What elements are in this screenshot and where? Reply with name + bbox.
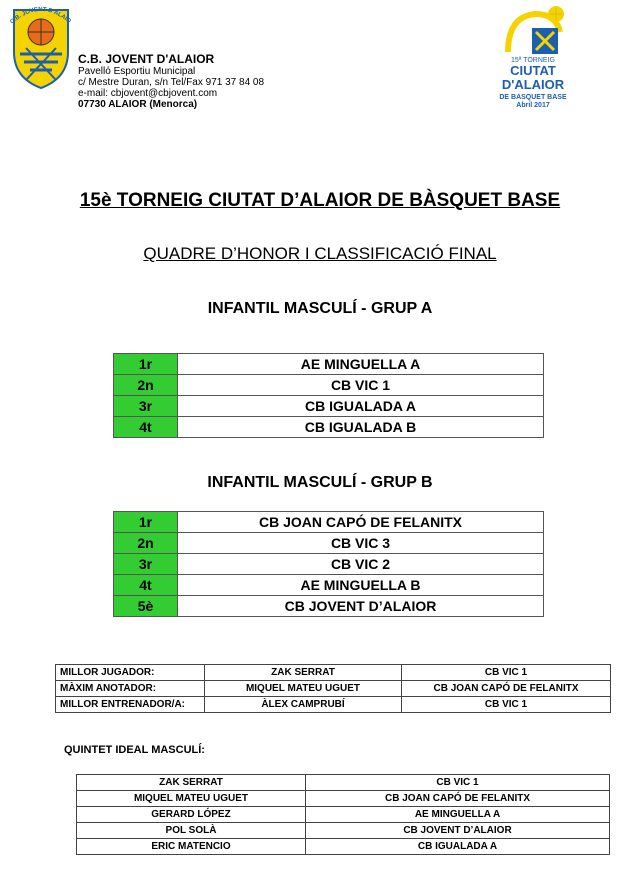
logo-line-2: CIUTAT D'ALAIOR xyxy=(501,63,565,92)
table-row xyxy=(114,533,544,554)
table-row xyxy=(77,823,610,839)
club-logo xyxy=(8,4,74,90)
address-line-1: Pavelló Esportiu Municipal xyxy=(78,66,196,77)
team-cell: CB JOAN CAPÓ DE FELANITX xyxy=(306,791,610,807)
player-cell: POL SOLÀ xyxy=(77,823,306,839)
player-cell: MIQUEL MATEU UGUET xyxy=(205,681,402,697)
address-line-2: c/ Mestre Duran, s/n Tel/Fax 971 37 84 08 xyxy=(78,77,265,88)
player-cell: ZAK SERRAT xyxy=(77,775,306,791)
table-row xyxy=(77,807,610,823)
quintet-label: QUINTET IDEAL MASCULÍ: xyxy=(64,744,205,756)
team-cell: CB VIC 1 xyxy=(178,375,544,396)
team-cell: CB VIC 1 xyxy=(402,697,611,713)
table-row xyxy=(56,665,611,681)
table-row xyxy=(114,554,544,575)
position-cell: 2n xyxy=(114,533,178,554)
table-row xyxy=(56,681,611,697)
position-cell: 3r xyxy=(114,396,178,417)
group-a-ranking-table xyxy=(113,353,544,438)
page-title: 15è TORNEIG CIUTAT D’ALAIOR DE BÀSQUET BASE xyxy=(79,190,561,211)
page-subtitle: QUADRE D’HONOR I CLASSIFICACIÓ FINAL xyxy=(143,244,497,263)
team-cell: CB IGUALADA A xyxy=(178,396,544,417)
table-row xyxy=(77,775,610,791)
team-cell: CB JOAN CAPÓ DE FELANITX xyxy=(178,512,544,533)
player-cell: MIQUEL MATEU UGUET xyxy=(77,791,306,807)
group-b-ranking-table xyxy=(113,511,544,617)
city-line: 07730 ALAIOR (Menorca) xyxy=(78,99,198,110)
quintet-table xyxy=(76,774,610,855)
team-cell: CB VIC 2 xyxy=(178,554,544,575)
basketball-player-icon xyxy=(478,2,588,58)
group-a-title: INFANTIL MASCULÍ - GRUP A xyxy=(207,300,433,317)
team-cell: CB VIC 1 xyxy=(306,775,610,791)
logo-arc-text: C.B. JOVENT D'ALAIO xyxy=(9,6,72,26)
club-info xyxy=(78,52,264,110)
team-cell: AE MINGUELLA B xyxy=(178,575,544,596)
team-cell: AE MINGUELLA A xyxy=(306,807,610,823)
table-row xyxy=(114,596,544,617)
position-cell: 2n xyxy=(114,375,178,396)
logo-line-4: DE BASQUET BASE xyxy=(499,94,567,101)
team-cell: CB VIC 1 xyxy=(402,665,611,681)
table-row xyxy=(56,697,611,713)
group-b-title: INFANTIL MASCULÍ - GRUP B xyxy=(207,474,433,491)
position-cell: 1r xyxy=(114,354,178,375)
position-cell: 4t xyxy=(114,417,178,438)
email-line: e-mail: cbjovent@cbjovent.com xyxy=(78,88,218,99)
table-row xyxy=(114,354,544,375)
table-row xyxy=(77,791,610,807)
award-cell: MILLOR ENTRENADOR/A: xyxy=(56,697,205,713)
position-cell: 5è xyxy=(114,596,178,617)
table-row xyxy=(114,375,544,396)
team-cell: CB VIC 3 xyxy=(178,533,544,554)
team-cell: CB IGUALADA B xyxy=(178,417,544,438)
logo-line-5: Abril 2017 xyxy=(516,102,550,109)
player-cell: ÀLEX CAMPRUBÍ xyxy=(205,697,402,713)
team-cell: AE MINGUELLA A xyxy=(178,354,544,375)
position-cell: 4t xyxy=(114,575,178,596)
club-name: C.B. JOVENT D'ALAIOR xyxy=(78,52,215,66)
position-cell: 3r xyxy=(114,554,178,575)
player-cell: ZAK SERRAT xyxy=(205,665,402,681)
table-row xyxy=(77,839,610,855)
position-cell: 1r xyxy=(114,512,178,533)
table-row xyxy=(114,396,544,417)
table-row xyxy=(114,417,544,438)
logo-line-1: 15ª TORNEIG xyxy=(511,57,555,64)
table-row xyxy=(114,575,544,596)
player-cell: GERARD LÓPEZ xyxy=(77,807,306,823)
award-cell: MILLOR JUGADOR: xyxy=(56,665,205,681)
awards-table xyxy=(55,664,611,713)
player-cell: ERIC MATENCIO xyxy=(77,839,306,855)
table-row xyxy=(114,512,544,533)
team-cell: CB IGUALADA A xyxy=(306,839,610,855)
award-cell: MÀXIM ANOTADOR: xyxy=(56,681,205,697)
team-cell: CB JOAN CAPÓ DE FELANITX xyxy=(402,681,611,697)
team-cell: CB JOVENT D’ALAIOR xyxy=(306,823,610,839)
tournament-logo xyxy=(478,2,588,120)
team-cell: CB JOVENT D’ALAIOR xyxy=(178,596,544,617)
